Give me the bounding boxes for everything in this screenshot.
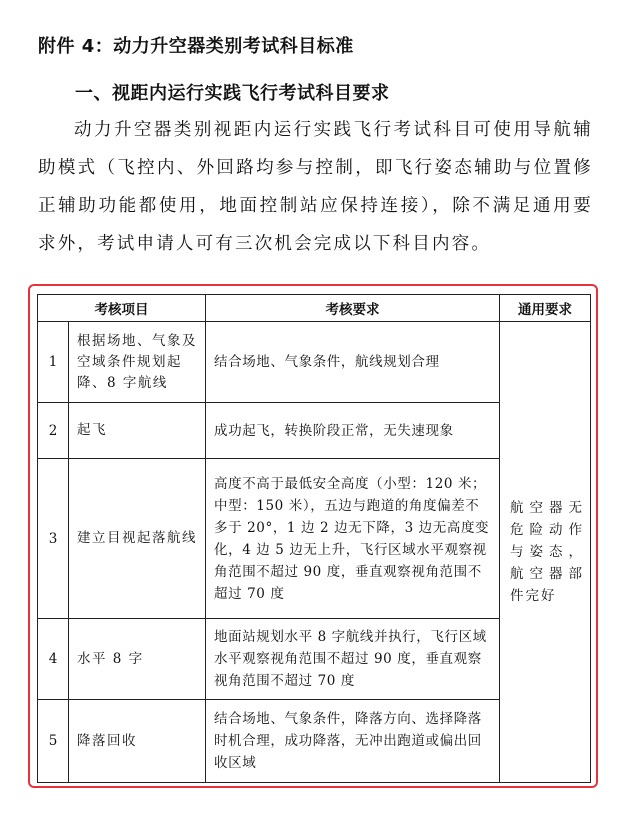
general-requirement: 航空器无危险动作与姿态，航空器部件完好 xyxy=(500,322,591,783)
exam-table xyxy=(37,294,591,783)
table-header-row xyxy=(38,295,591,322)
row-item: 根据场地、气象及空域条件规划起降、8 字航线 xyxy=(69,322,206,403)
row-requirement: 高度不高于最低安全高度（小型：120 米；中型：150 米），五边与跑道的角度偏差不多于 20°，1 边 2 边无下降，3 边无高度变化，4 边 5 边无上升，飞行区域水平观察视角范围不超过 90 度，垂直观察视角范围不超过 70 度 xyxy=(206,459,500,619)
row-item: 水平 8 字 xyxy=(69,619,206,700)
row-requirement: 成功起飞，转换阶段正常，无失速现象 xyxy=(206,403,500,459)
intro-paragraph: 动力升空器类别视距内运行实践飞行考试科目可使用导航辅助模式（飞控内、外回路均参与控制，即飞行姿态辅助与位置修正辅助功能都使用，地面控制站应保持连接），除不满足通用要求外，考试申请人可有三次机会完成以下科目内容。 xyxy=(38,120,593,254)
section-title: 一、视距内运行实践飞行考试科目要求 xyxy=(75,83,390,104)
row-number: 3 xyxy=(38,459,69,619)
header-requirement: 考核要求 xyxy=(206,295,500,322)
row-item: 起飞 xyxy=(69,403,206,459)
row-requirement: 结合场地、气象条件，航线规划合理 xyxy=(206,322,500,403)
table-row xyxy=(38,322,591,403)
row-item: 降落回收 xyxy=(69,700,206,783)
row-requirement: 结合场地、气象条件，降落方向、选择降落时机合理，成功降落，无冲出跑道或偏出回收区域 xyxy=(206,700,500,783)
row-requirement: 地面站规划水平 8 字航线并执行，飞行区域水平观察视角范围不超过 90 度，垂直观察视角范围不超过 70 度 xyxy=(206,619,500,700)
row-number: 1 xyxy=(38,322,69,403)
row-number: 5 xyxy=(38,700,69,783)
row-number: 4 xyxy=(38,619,69,700)
row-number: 2 xyxy=(38,403,69,459)
attachment-title: 附件 4：动力升空器类别考试科目标准 xyxy=(38,36,354,57)
row-item: 建立目视起落航线 xyxy=(69,459,206,619)
header-item: 考核项目 xyxy=(38,295,206,322)
header-general: 通用要求 xyxy=(500,295,591,322)
